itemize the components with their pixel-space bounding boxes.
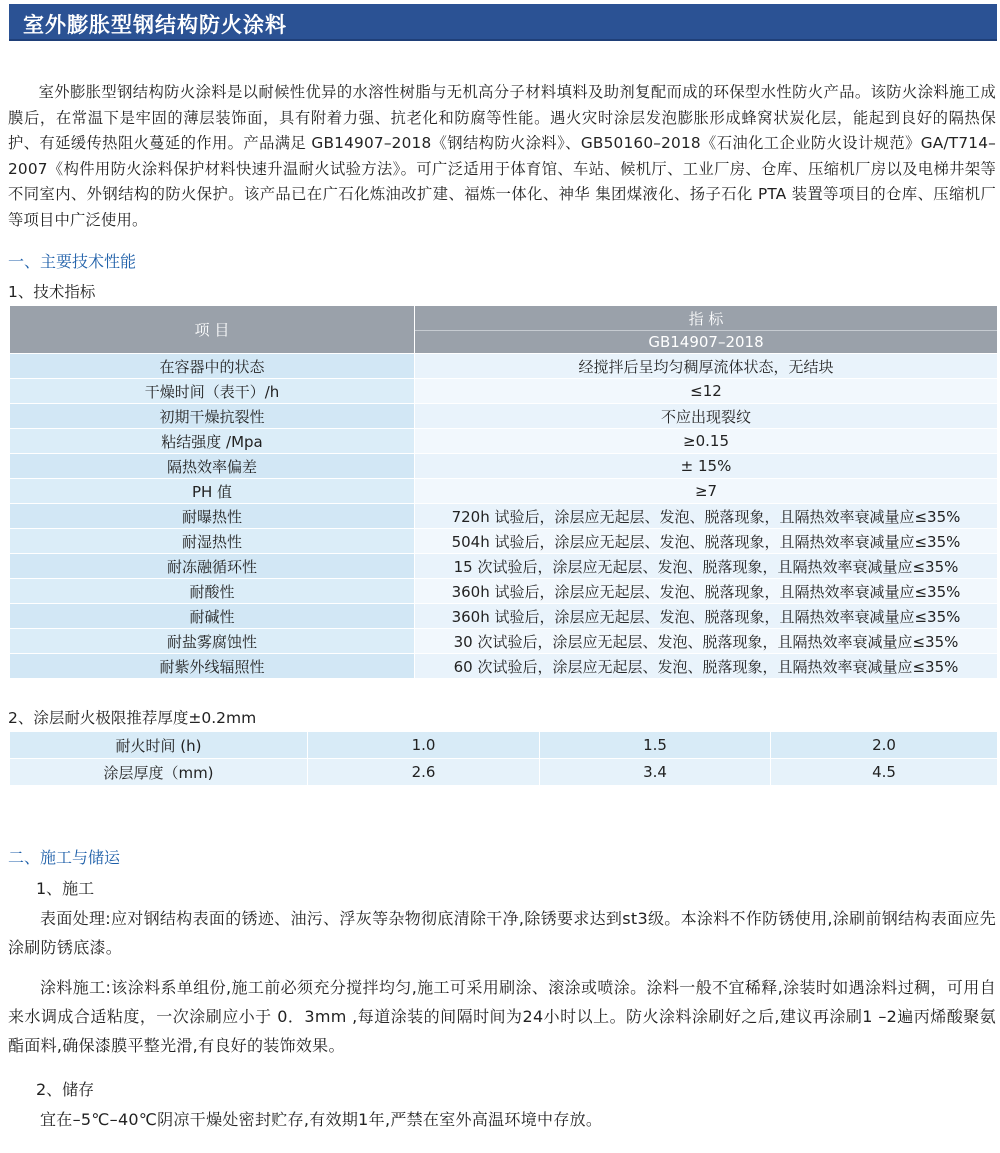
spec-value-cell: ≥0.15 [415, 429, 998, 454]
thickness-value-cell: 2.6 [308, 759, 540, 786]
table-row [10, 529, 998, 554]
spec-item-cell: 耐湿热性 [10, 529, 415, 554]
spec-item-cell: PH 值 [10, 479, 415, 504]
table-row [10, 504, 998, 529]
table-row [10, 654, 998, 679]
table-row [10, 759, 998, 786]
spec-value-cell: 60 次试验后，涂层应无起层、发泡、脱落现象，且隔热效率衰减量应≤35% [415, 654, 998, 679]
thickness-value-cell: 1.0 [308, 732, 540, 759]
subheading-storage: 2、储存 [36, 1080, 95, 1099]
thickness-label-cell: 涂层厚度（mm) [10, 759, 308, 786]
spec-item-cell: 干燥时间（表干）/h [10, 379, 415, 404]
spec-item-cell: 耐曝热性 [10, 504, 415, 529]
spec-value-cell: 15 次试验后，涂层应无起层、发泡、脱落现象，且隔热效率衰减量应≤35% [415, 554, 998, 579]
table-row [10, 629, 998, 654]
spec-item-cell: 耐盐雾腐蚀性 [10, 629, 415, 654]
spec-table [9, 306, 998, 678]
spec-item-cell: 在容器中的状态 [10, 354, 415, 379]
thickness-value-cell: 3.4 [540, 759, 771, 786]
table-row [10, 404, 998, 429]
table-row [10, 429, 998, 454]
table-row [10, 579, 998, 604]
spec-value-cell: 504h 试验后，涂层应无起层、发泡、脱落现象，且隔热效率衰减量应≤35% [415, 529, 998, 554]
spec-value-cell: 360h 试验后，涂层应无起层、发泡、脱落现象，且隔热效率衰减量应≤35% [415, 604, 998, 629]
header-standard: GB14907–2018 [415, 331, 998, 354]
table-row [10, 554, 998, 579]
spec-value-cell: ± 15% [415, 454, 998, 479]
paragraph-surface-prep: 表面处理:应对钢结构表面的锈迹、油污、浮灰等杂物彻底清除干净,除锈要求达到st3级。本涂料不作防锈使用,涂刷前钢结构表面应先涂刷防锈底漆。 [8, 909, 996, 957]
header-item: 项 目 [10, 306, 415, 354]
subheading-thickness: 2、涂层耐火极限推荐厚度±0.2mm [8, 709, 257, 727]
thickness-value-cell: 4.5 [771, 759, 998, 786]
thickness-table-body [10, 732, 998, 786]
thickness-value-cell: 1.5 [540, 732, 771, 759]
spec-value-cell: 经搅拌后呈均匀稠厚流体状态，无结块 [415, 354, 998, 379]
table-row [10, 354, 998, 379]
section-heading-tech: 一、主要技术性能 [8, 252, 137, 271]
table-row [10, 604, 998, 629]
title-bar [9, 4, 997, 41]
thickness-value-cell: 2.0 [771, 732, 998, 759]
section-heading-construction: 二、施工与储运 [8, 848, 121, 867]
header-index: 指 标 [415, 306, 998, 331]
spec-item-cell: 耐酸性 [10, 579, 415, 604]
spec-value-cell: 360h 试验后，涂层应无起层、发泡、脱落现象，且隔热效率衰减量应≤35% [415, 579, 998, 604]
spec-value-cell: 720h 试验后，涂层应无起层、发泡、脱落现象，且隔热效率衰减量应≤35% [415, 504, 998, 529]
spec-value-cell: 30 次试验后，涂层应无起层、发泡、脱落现象，且隔热效率衰减量应≤35% [415, 629, 998, 654]
spec-value-cell: ≥7 [415, 479, 998, 504]
subheading-construction: 1、施工 [36, 879, 95, 898]
spec-item-cell: 隔热效率偏差 [10, 454, 415, 479]
table-row [10, 479, 998, 504]
thickness-table [9, 731, 998, 786]
thickness-label-cell: 耐火时间 (h) [10, 732, 308, 759]
spec-item-cell: 耐碱性 [10, 604, 415, 629]
spec-item-cell: 粘结强度 /Mpa [10, 429, 415, 454]
subheading-tech-index: 1、技术指标 [8, 283, 96, 301]
spec-item-cell: 耐紫外线辐照性 [10, 654, 415, 679]
table-row [10, 454, 998, 479]
spec-item-cell: 初期干燥抗裂性 [10, 404, 415, 429]
table-row [10, 732, 998, 759]
spec-item-cell: 耐冻融循环性 [10, 554, 415, 579]
paragraph-storage: 宜在–5℃–40℃阴凉干燥处密封贮存,有效期1年,严禁在室外高温环境中存放。 [40, 1110, 603, 1129]
intro-paragraph: 室外膨胀型钢结构防火涂料是以耐候性优异的水溶性树脂与无机高分子材料填料及助剂复配而成的环保型水性防火产品。该防火涂料施工成膜后，在常温下是牢固的薄层装饰面，具有附着力强、抗老化和防腐等性能。遇火灾时涂层发泡膨胀形成蜂窝状炭化层，能起到良好的隔热保护、有延缓传热阻火蔓延的作用。产品满足 GB14907–2018《钢结构防火涂料》、GB50160–2018《石油化工企业防火设计规范》GA/T714–2007《构件用防火涂料保护材料快速升温耐火试验方法》。可广泛适用于体育馆、车站、候机厅、工业厂房、仓库、压缩机厂房以及电梯井架等不同室内、外钢结构的防火保护。该产品已在广石化炼油改扩建、福炼一体化、神华 集团煤液化、扬子石化 PTA 装置等项目的仓库、压缩机厂等项目中广泛使用。 [8, 83, 996, 229]
paragraph-application: 涂料施工:该涂料系单组份,施工前必须充分搅拌均匀,施工可采用刷涂、滚涂或喷涂。涂料一般不宜稀释,涂装时如遇涂料过稠，可用自来水调成合适粘度，一次涂刷应小于 0．3mm ,每道涂装的间隔时间为24小时以上。防火涂料涂刷好之后,建议再涂刷1 –2遍丙烯酸聚氨酯面料,确保漆膜平整光滑,有良好的装饰效果。 [8, 978, 996, 1055]
spec-value-cell: ≤12 [415, 379, 998, 404]
table-row [10, 379, 998, 404]
page-title: 室外膨胀型钢结构防火涂料 [23, 13, 287, 37]
spec-table-body [10, 354, 998, 679]
spec-value-cell: 不应出现裂纹 [415, 404, 998, 429]
